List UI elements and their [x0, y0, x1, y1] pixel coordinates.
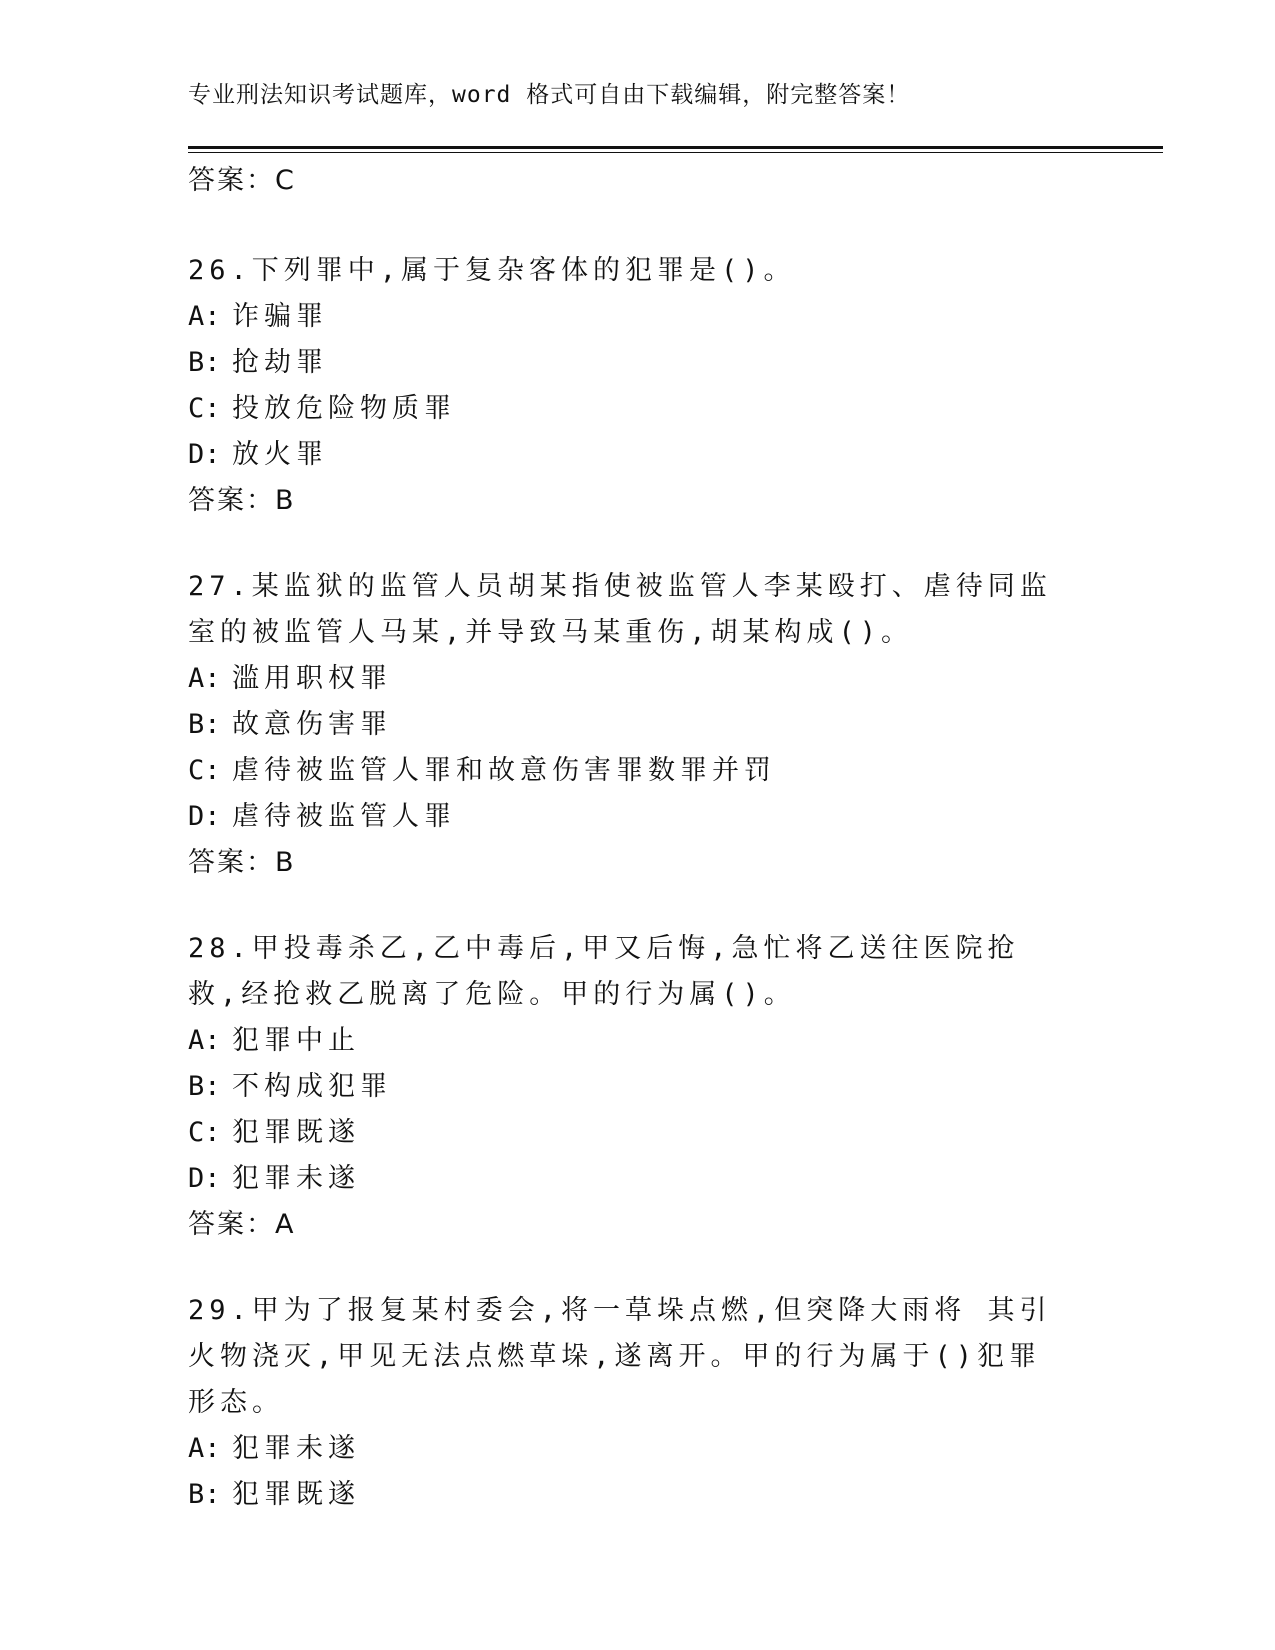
option-b — [188, 340, 1088, 386]
option-text: 故意伤害罪 — [232, 709, 392, 740]
option-text: 虐待被监管人罪 — [232, 801, 456, 832]
question-stem: 26.下列罪中,属于复杂客体的犯罪是()。 — [188, 255, 796, 286]
option-key: A: — [188, 301, 221, 332]
option-key: C: — [188, 1117, 221, 1148]
option-d — [188, 1156, 1088, 1202]
page-header: 专业刑法知识考试题库，word 格式可自由下载编辑，附完整答案！ — [188, 82, 911, 108]
option-b — [188, 1472, 1088, 1518]
option-key: B: — [188, 709, 221, 740]
question-stem: 29.甲为了报复某村委会,将一草垛点燃,但突降大雨将 其引火物浇灭,甲见无法点燃草垛,遂离开。甲的行为属于()犯罪形态。 — [188, 1295, 1052, 1418]
header-rule-thick — [188, 146, 1163, 149]
option-key: A: — [188, 663, 221, 694]
option-c — [188, 748, 1088, 794]
option-a — [188, 1018, 1088, 1064]
option-key: A: — [188, 1025, 221, 1056]
option-text: 诈骗罪 — [232, 301, 328, 332]
option-text: 犯罪未遂 — [232, 1163, 360, 1194]
option-a — [188, 1426, 1088, 1472]
option-key: D: — [188, 801, 221, 832]
answer-value: B — [275, 847, 296, 878]
option-b — [188, 1064, 1088, 1110]
answer-label: 答案： — [188, 847, 275, 878]
option-a — [188, 294, 1088, 340]
answer-line — [188, 158, 1088, 204]
answer-value: A — [275, 1209, 296, 1240]
option-key: B: — [188, 1479, 221, 1510]
option-text: 犯罪中止 — [232, 1025, 360, 1056]
option-a — [188, 656, 1088, 702]
answer-line — [188, 840, 1088, 886]
answer-line — [188, 1202, 1088, 1248]
option-b — [188, 702, 1088, 748]
question-stem: 27.某监狱的监管人员胡某指使被监管人李某殴打、虐待同监室的被监管人马某,并导致马某重伤,胡某构成()。 — [188, 571, 1052, 648]
option-text: 滥用职权罪 — [232, 663, 392, 694]
question-26 — [188, 248, 1088, 524]
question-27 — [188, 564, 1088, 886]
option-key: C: — [188, 393, 221, 424]
option-text: 不构成犯罪 — [232, 1071, 392, 1102]
option-key: D: — [188, 439, 221, 470]
option-text: 放火罪 — [232, 439, 328, 470]
option-text: 投放危险物质罪 — [232, 393, 456, 424]
option-d — [188, 432, 1088, 478]
option-key: B: — [188, 1071, 221, 1102]
answer-value: B — [275, 485, 296, 516]
question-29 — [188, 1288, 1088, 1518]
question-stem: 28.甲投毒杀乙,乙中毒后,甲又后悔,急忙将乙送往医院抢救,经抢救乙脱离了危险。甲的行为属()。 — [188, 933, 1020, 1010]
option-text: 虐待被监管人罪和故意伤害罪数罪并罚 — [232, 755, 776, 786]
option-key: A: — [188, 1433, 221, 1464]
option-text: 抢劫罪 — [232, 347, 328, 378]
option-key: D: — [188, 1163, 221, 1194]
answer-line — [188, 478, 1088, 524]
answer-label: 答案： — [188, 165, 275, 196]
option-text: 犯罪未遂 — [232, 1433, 360, 1464]
option-text: 犯罪既遂 — [232, 1117, 360, 1148]
option-c — [188, 1110, 1088, 1156]
option-key: C: — [188, 755, 221, 786]
question-28 — [188, 926, 1088, 1248]
header-rule-thin — [188, 152, 1163, 153]
answer-label: 答案： — [188, 485, 275, 516]
answer-label: 答案： — [188, 1209, 275, 1240]
option-d — [188, 794, 1088, 840]
answer-value: C — [275, 165, 296, 196]
option-text: 犯罪既遂 — [232, 1479, 360, 1510]
option-key: B: — [188, 347, 221, 378]
questions-content — [188, 158, 1088, 1518]
option-c — [188, 386, 1088, 432]
